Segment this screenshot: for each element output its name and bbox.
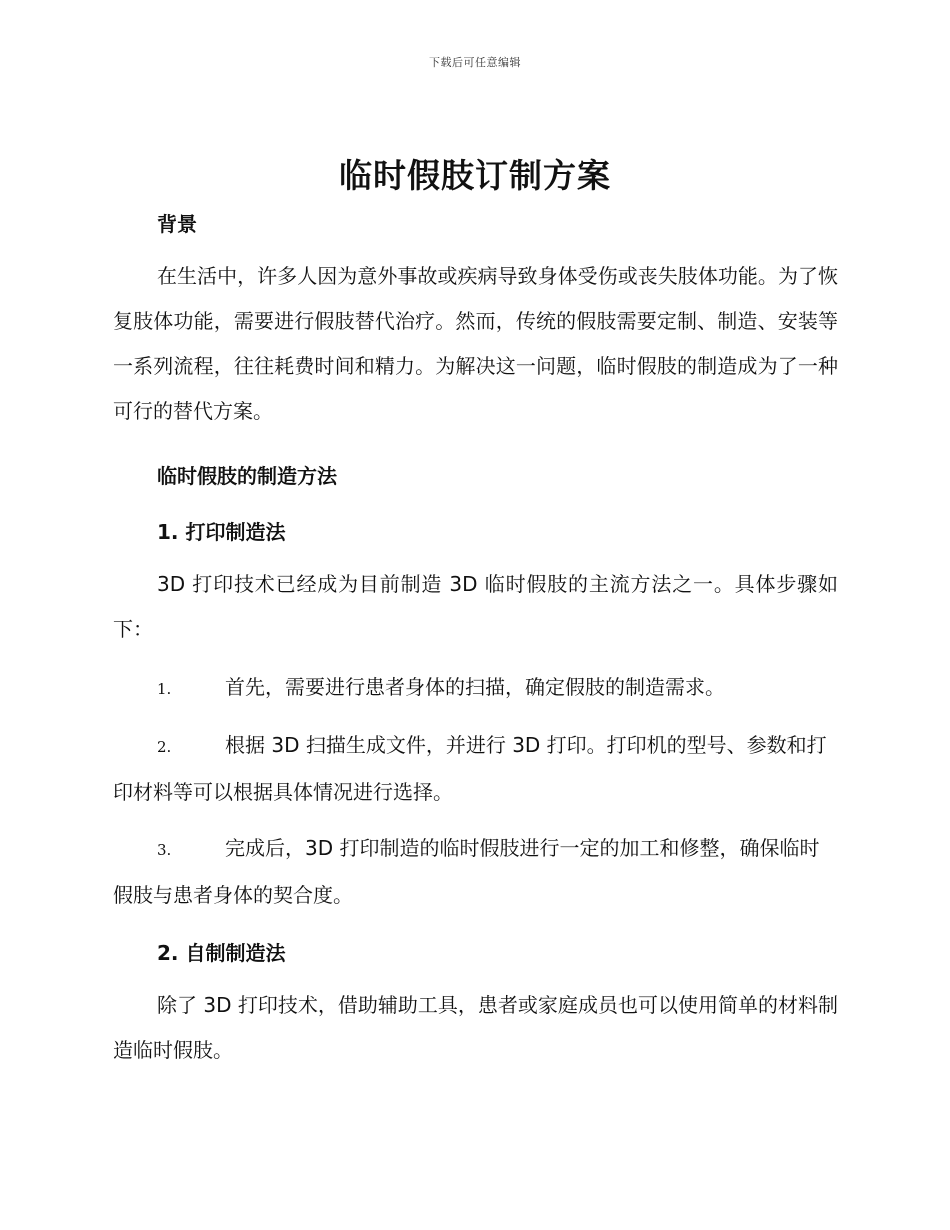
- background-paragraph: 在生活中，许多人因为意外事故或疾病导致身体受伤或丧失肢体功能。为了恢复肢体功能，需要进行假肢替代治疗。然而，传统的假肢需要定制、制造、安装等一系列流程，往往耗费时间和精力。为解决这一问题，临时假肢的制造成为了一种可行的替代方案。: [113, 264, 838, 423]
- list-item: [113, 723, 838, 815]
- document-title: 临时假肢订制方案: [339, 156, 611, 195]
- list-item-text: 首先，需要进行患者身体的扫描，确定假肢的制造需求。: [225, 675, 725, 699]
- list-item-text: 根据 3D 扫描生成文件，并进行 3D 打印。打印机的型号、参数和打印材料等可以根据具体情况进行选择。: [113, 733, 827, 804]
- list-item: [113, 665, 838, 712]
- list-item-number: 3.: [157, 841, 172, 859]
- list-item: [113, 826, 838, 918]
- print-method-intro: 3D 打印技术已经成为目前制造 3D 临时假肢的主流方法之一。具体步骤如下：: [113, 572, 838, 641]
- methods-heading: 临时假肢的制造方法: [157, 464, 337, 488]
- header-note: 下载后可任意编辑: [429, 56, 521, 69]
- list-item-number: 1.: [157, 680, 172, 698]
- background-heading: 背景: [157, 212, 197, 236]
- print-method-heading: 1. 打印制造法: [157, 520, 286, 544]
- list-item-text: 完成后，3D 打印制造的临时假肢进行一定的加工和修整，确保临时假肢与患者身体的契合度。: [113, 836, 820, 907]
- selfmade-method-heading: 2. 自制制造法: [157, 941, 286, 965]
- list-item-number: 2.: [157, 738, 172, 756]
- selfmade-method-paragraph: 除了 3D 打印技术，借助辅助工具，患者或家庭成员也可以使用简单的材料制造临时假肢。: [113, 993, 838, 1062]
